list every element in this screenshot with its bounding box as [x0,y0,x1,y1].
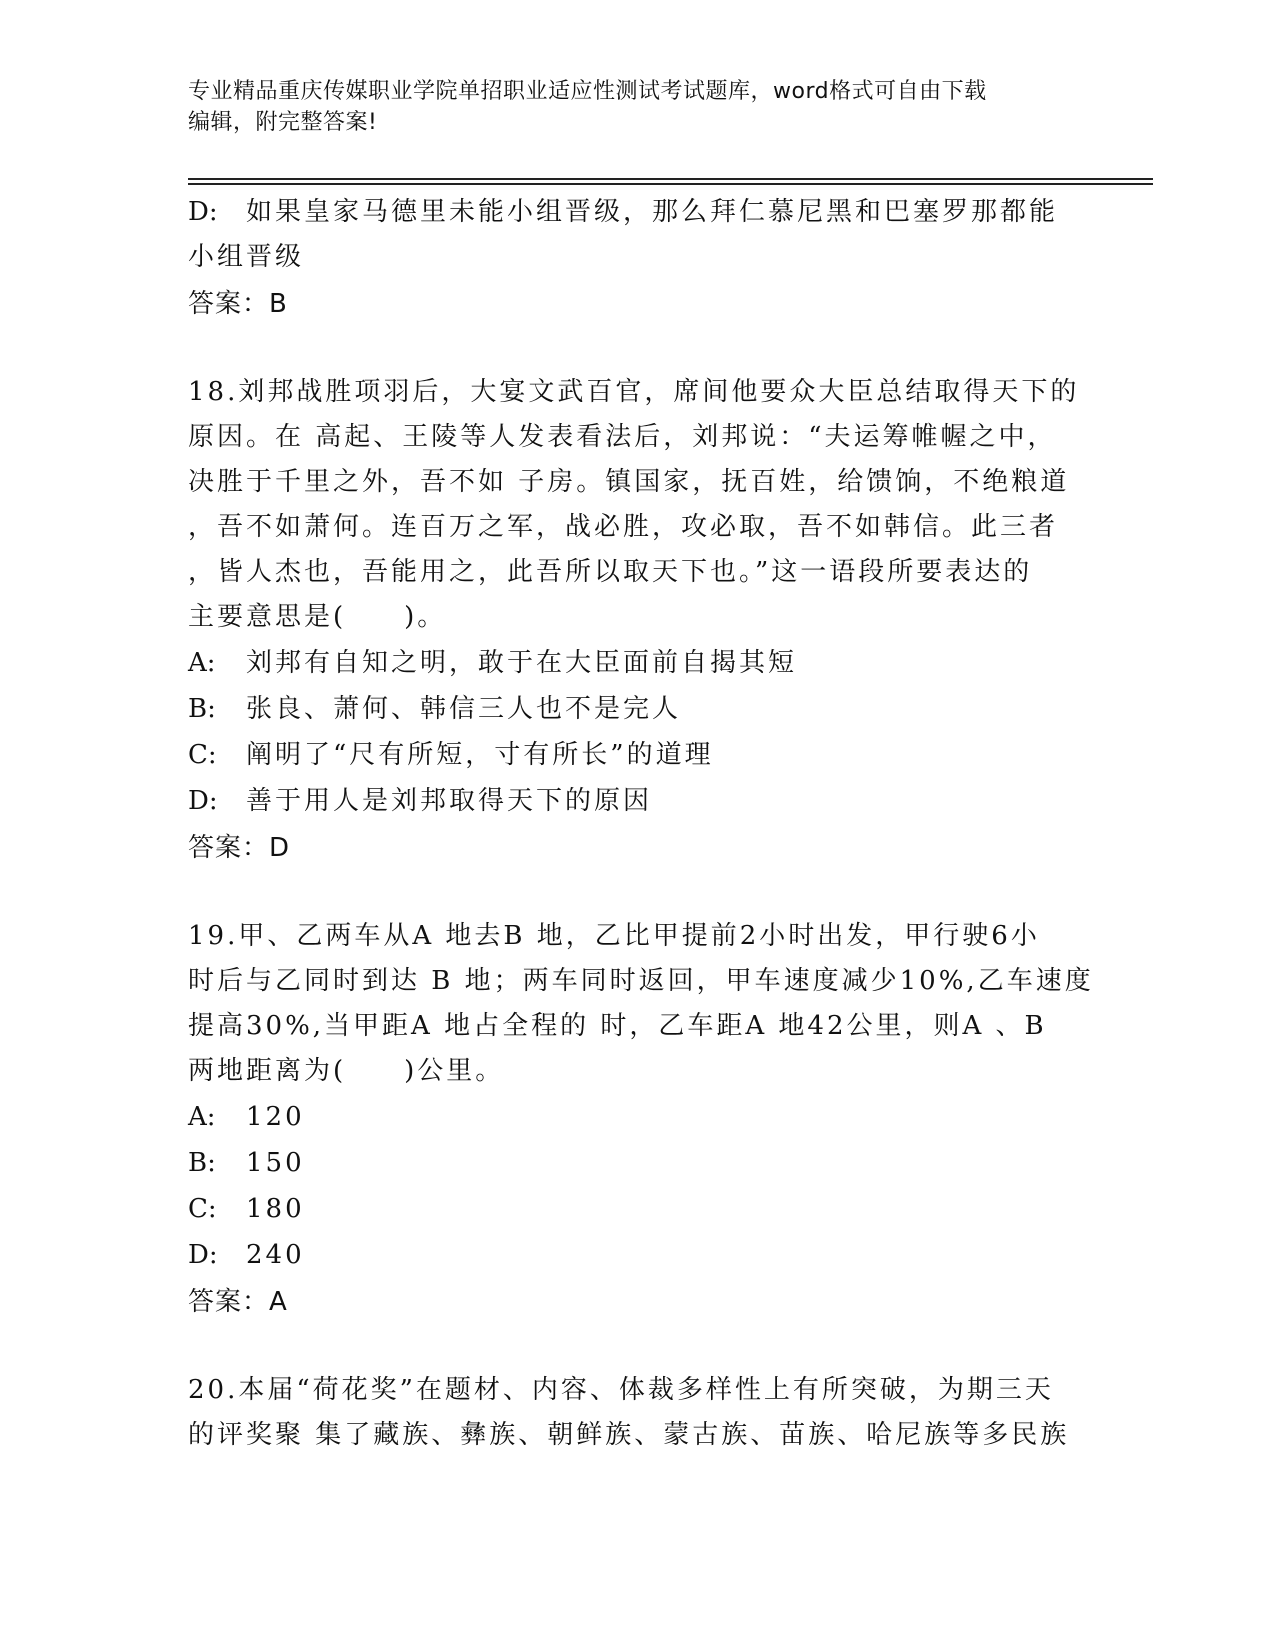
question-text-line: 20.本届“荷花奖”在题材、内容、体裁多样性上有所突破，为期三天 [188,1375,1054,1405]
question-text-line: 提高30%,当甲距A 地占全程的 时，乙车距A 地42公里，则A 、B [188,1011,1047,1041]
question-text-line: 的评奖聚 集了藏族、彝族、朝鲜族、蒙古族、苗族、哈尼族等多民族 [188,1420,1070,1450]
question-text-line: ，吾不如萧何。连百万之军，战必胜，攻必取，吾不如韩信。此三者 [188,512,1059,542]
question-19 [188,914,1094,1326]
option-c [188,732,1088,778]
option-d [188,1232,1088,1278]
header-rule-bottom [188,183,1153,185]
option-d-continuation: 小组晋级 [188,242,305,272]
header-line-1: 专业精品重庆传媒职业学院单招职业适应性测试考试题库，word格式可自由下载 [188,79,987,104]
question-text-line: 主要意思是( )。 [188,602,447,632]
header-rule-top [188,178,1153,180]
question-18 [188,370,1088,872]
option-label: D: [188,197,218,227]
option-text: 150 [246,1148,305,1178]
option-label: C: [188,1194,217,1224]
question-20 [188,1368,1088,1458]
option-d [188,778,1088,824]
option-text: 120 [246,1102,305,1132]
option-text: 张良、萧何、韩信三人也不是完人 [246,694,682,724]
option-b [188,686,1088,732]
option-label: A: [188,1102,216,1132]
question-text-line: 时后与乙同时到达 B 地；两车同时返回，甲车速度减少10%,乙车速度 [188,966,1094,996]
option-text: 240 [246,1240,305,1270]
answer-line: 答案：B [188,289,288,319]
option-label: B: [188,1148,216,1178]
question-text-line: 决胜于千里之外，吾不如 子房。镇国家，抚百姓，给馈饷，不绝粮道 [188,467,1070,497]
option-label: D: [188,786,218,816]
option-label: B: [188,694,216,724]
option-label: A: [188,648,216,678]
option-label: D: [188,1240,218,1270]
option-a [188,640,1088,686]
option-text: 阐明了“尺有所短，寸有所长”的道理 [246,740,714,770]
question-text-line: 原因。在 高起、王陵等人发表看法后，刘邦说：“夫运筹帷幄之中， [188,422,1057,452]
option-text: 180 [246,1194,305,1224]
question-text-line: ，皆人杰也，吾能用之，此吾所以取天下也。”这一语段所要表达的 [188,557,1033,587]
answer-line: 答案：D [188,833,291,863]
option-a [188,1094,1088,1140]
option-text: 如果皇家马德里未能小组晋级，那么拜仁慕尼黑和巴塞罗那都能 [246,197,1059,227]
option-c [188,1186,1088,1232]
answer-line: 答案：A [188,1287,288,1317]
option-label: C: [188,740,217,770]
option-text: 刘邦有自知之明，敢于在大臣面前自揭其短 [246,648,798,678]
document-body [188,190,1094,1458]
question-17-tail [188,190,1088,328]
question-text-line: 两地距离为( )公里。 [188,1056,505,1086]
question-text-line: 19.甲、乙两车从A 地去B 地，乙比甲提前2小时出发，甲行驶6小 [188,921,1040,951]
option-text: 善于用人是刘邦取得天下的原因 [246,786,653,816]
header-line-2: 编辑，附完整答案! [188,110,378,135]
question-text-line: 18.刘邦战胜项羽后，大宴文武百官，席间他要众大臣总结取得天下的 [188,377,1080,407]
option-b [188,1140,1088,1186]
option-d-line [188,190,1088,235]
document-header [188,76,1088,138]
